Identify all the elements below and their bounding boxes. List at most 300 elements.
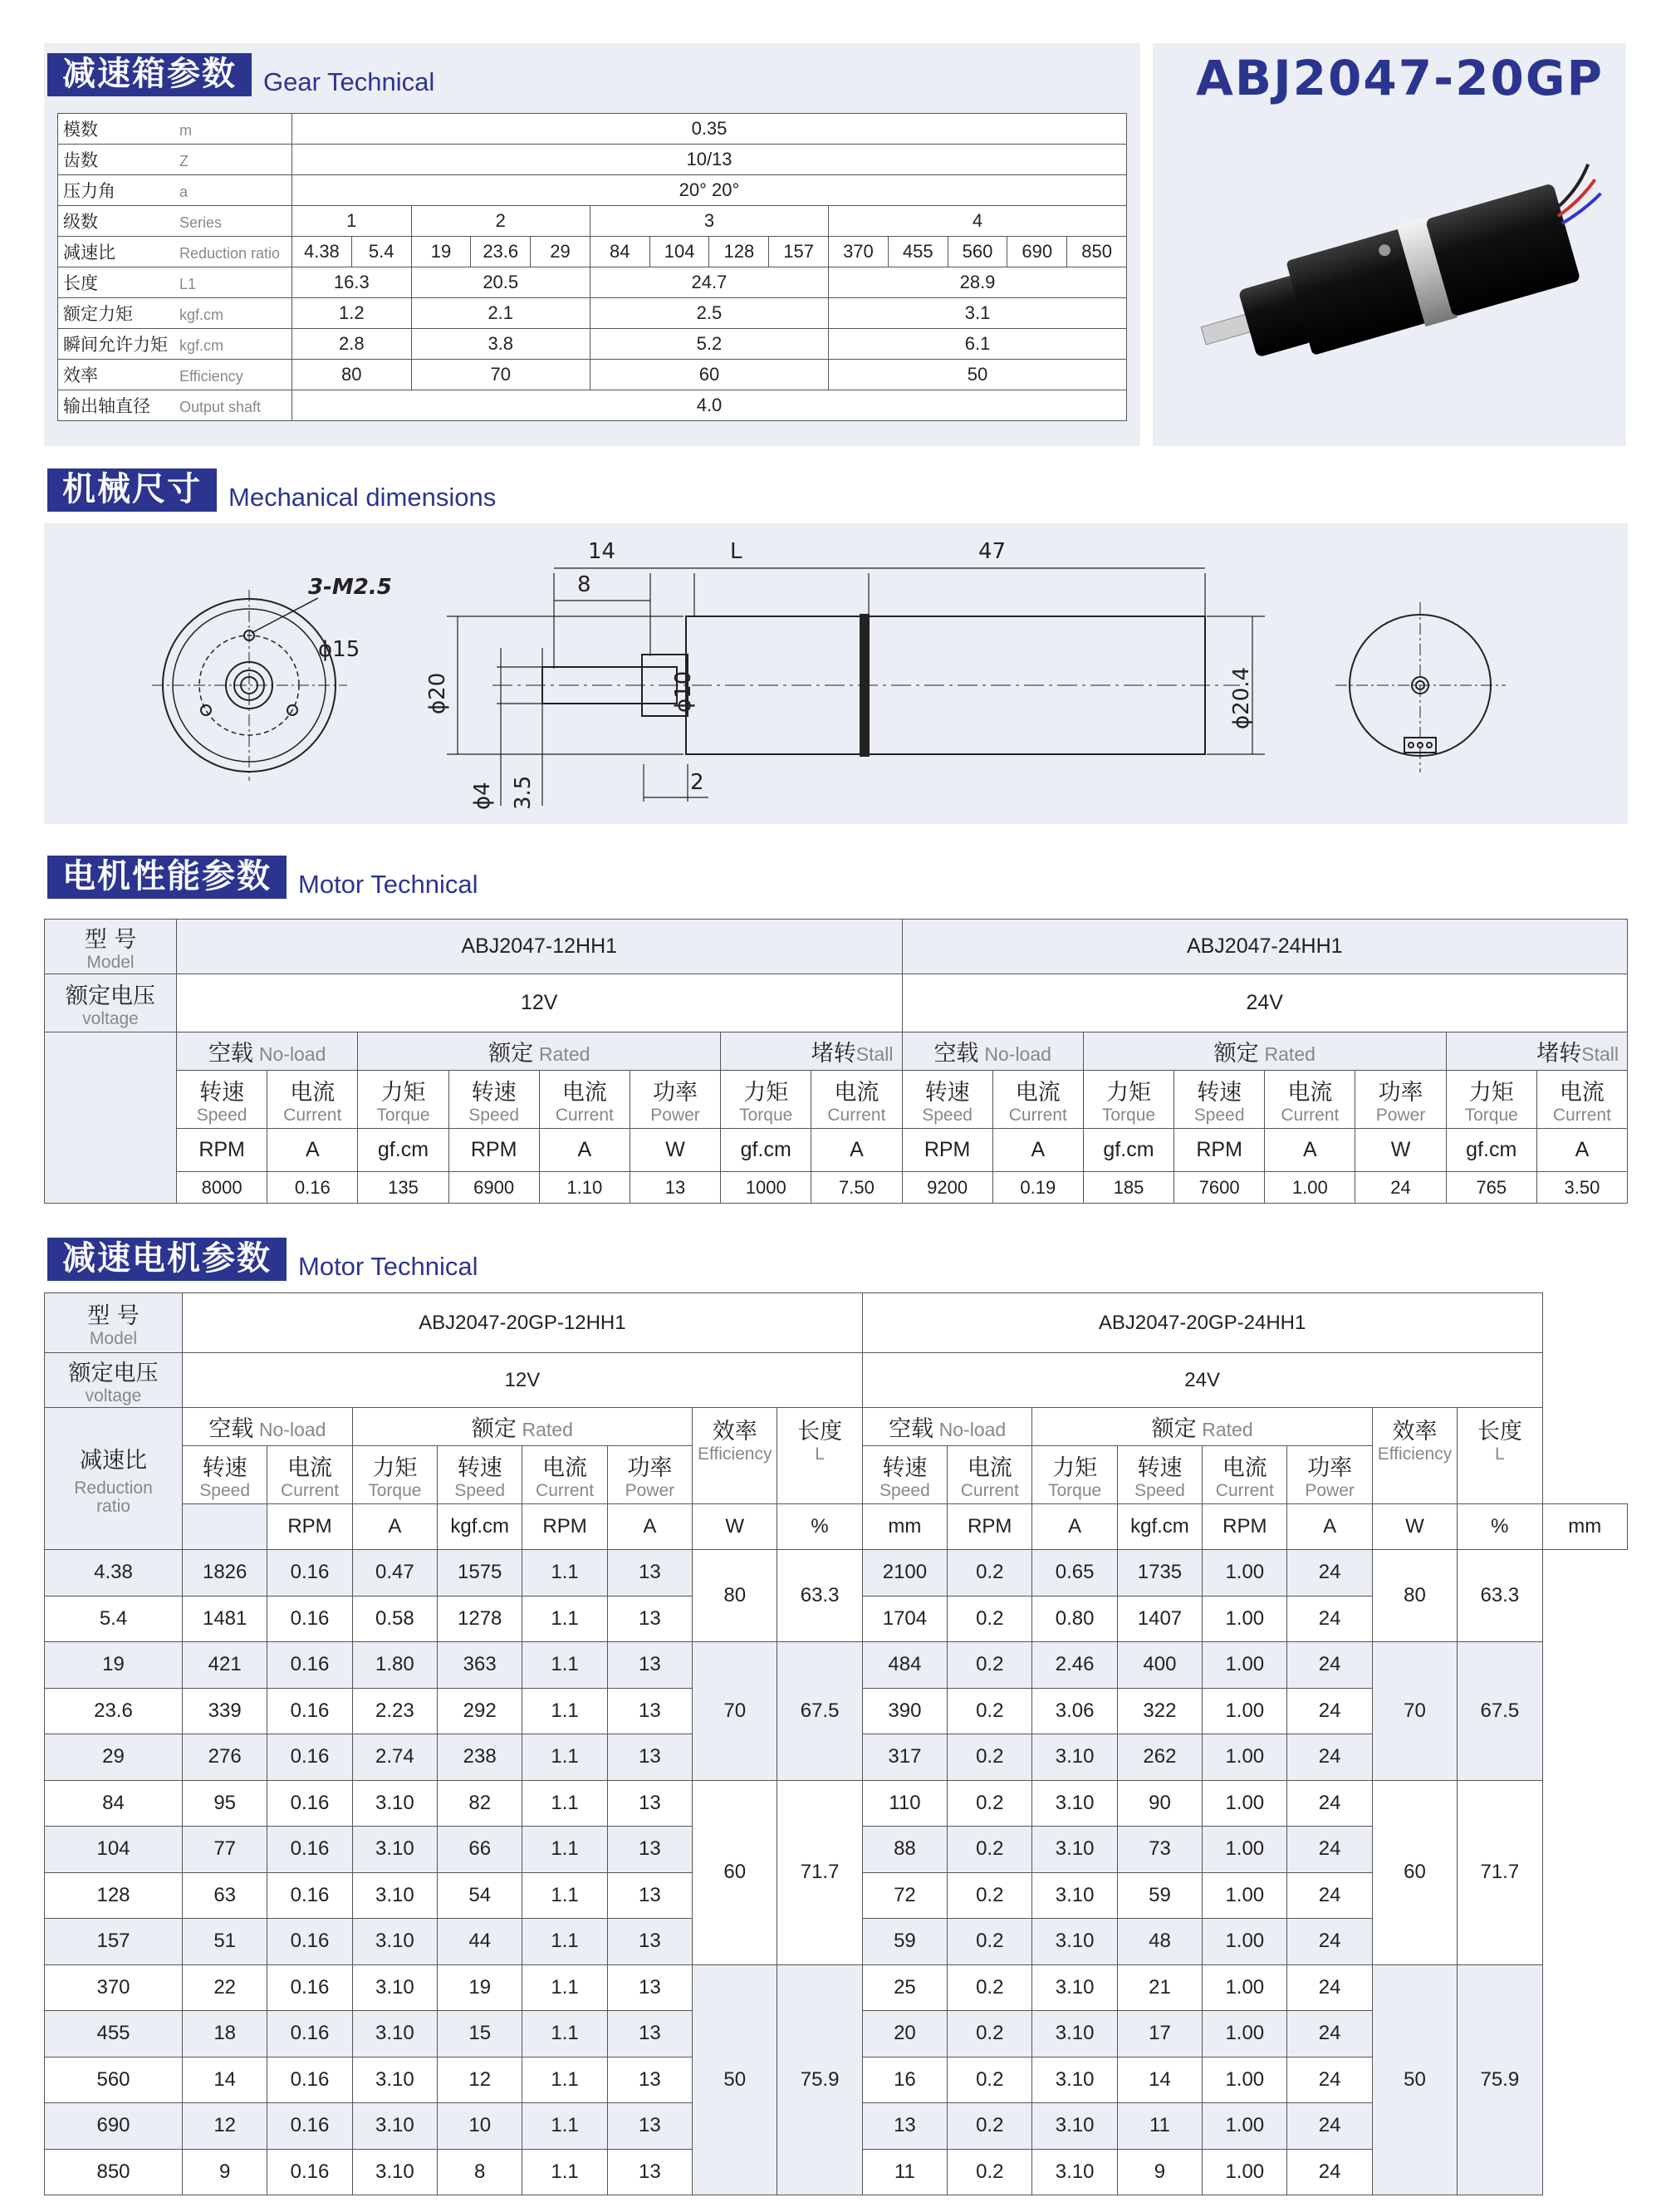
- table-row: [58, 114, 1127, 145]
- label: Stall: [1581, 1043, 1619, 1065]
- gear-value: 10/13: [292, 145, 1127, 175]
- label: 功率: [1307, 1455, 1353, 1481]
- gm-value: 8: [438, 2149, 522, 2195]
- unit-label: A: [539, 1129, 630, 1172]
- label: Speed: [879, 1481, 930, 1500]
- gm-value: 24: [1287, 1964, 1372, 2011]
- gm-value: 3.10: [352, 1964, 437, 2011]
- label: No-load: [258, 1419, 326, 1440]
- gear-label-en: Output shaft: [179, 399, 262, 415]
- gear-value: 6.1: [829, 329, 1127, 360]
- gear-label-en: kgf.cm: [179, 307, 224, 323]
- gear-label-cn: 输出轴直径: [63, 397, 150, 416]
- gm-value: 22: [183, 1964, 267, 2011]
- gm-ratio: 29: [45, 1734, 183, 1781]
- table-cell: [721, 1071, 811, 1129]
- gear-ratio-value: 850: [1067, 237, 1127, 267]
- label: 额定: [471, 1416, 517, 1442]
- gm-value: 0.16: [267, 1596, 352, 1642]
- gear-label-en: Efficiency: [179, 368, 243, 385]
- label: 电流: [542, 1455, 588, 1481]
- motor-voltage-value: 12V: [177, 974, 903, 1032]
- gm-value: 1.1: [522, 1642, 607, 1689]
- label: L: [815, 1444, 825, 1464]
- label: No-load: [984, 1043, 1051, 1065]
- gm-value: 1735: [1117, 1550, 1202, 1596]
- label: Efficiency: [1377, 1444, 1453, 1464]
- gm-value: 276: [183, 1734, 267, 1781]
- label: 功率: [1378, 1080, 1423, 1106]
- gm-ratio: 157: [45, 1919, 183, 1965]
- label: 效率: [712, 1419, 757, 1444]
- table-row: [58, 237, 1127, 267]
- unit-label: kgf.cm: [1117, 1504, 1202, 1550]
- label: 空载: [208, 1041, 253, 1067]
- motor-value: 7600: [1174, 1172, 1265, 1204]
- unit-label: gf.cm: [358, 1129, 448, 1172]
- unit-label: A: [811, 1129, 902, 1172]
- gm-ratio: 84: [45, 1780, 183, 1827]
- gm-value: 3.10: [1032, 1827, 1117, 1873]
- label: Rated: [1202, 1419, 1253, 1440]
- label: 型 号: [87, 1303, 140, 1329]
- gm-efficiency: 80: [693, 1550, 777, 1642]
- gm-value: 0.2: [948, 2057, 1032, 2103]
- unit-label: A: [1265, 1129, 1355, 1172]
- motor-value: 6900: [448, 1172, 539, 1204]
- gm-data-row: [45, 1964, 1628, 2011]
- label: Power: [625, 1481, 675, 1500]
- gearmotor-table: [44, 1292, 1628, 2195]
- gear-label-en: Reduction ratio: [179, 245, 281, 262]
- table-cell: [1265, 1071, 1355, 1129]
- gear-ratio-value: 128: [709, 237, 769, 267]
- gear-value: 24.7: [590, 267, 828, 298]
- label: 额定: [488, 1041, 534, 1067]
- gm-value: 63: [183, 1872, 267, 1919]
- gm-value: 90: [1117, 1780, 1202, 1827]
- gm-value: 77: [183, 1827, 267, 1873]
- gear-label-cn: 额定力矩: [63, 305, 133, 324]
- gm-length: 67.5: [777, 1642, 862, 1781]
- table-cell: [1083, 1071, 1173, 1129]
- gear-value: 4.0: [292, 390, 1127, 421]
- motor-value: 1.10: [539, 1172, 630, 1204]
- gm-value: 3.10: [1032, 1964, 1117, 2011]
- gm-ratio: 19: [45, 1642, 183, 1689]
- unit-label: gf.cm: [1083, 1129, 1173, 1172]
- gear-label-en: Series: [179, 214, 223, 231]
- gm-value: 1575: [438, 1550, 522, 1596]
- gear-value: 3.1: [829, 298, 1127, 329]
- gm-value: 11: [862, 2149, 947, 2195]
- table-cell: [607, 1446, 692, 1504]
- gear-label-en: Z: [179, 153, 189, 169]
- label: 长度: [797, 1419, 843, 1444]
- gm-ratio: 23.6: [45, 1688, 183, 1734]
- gm-value: 3.10: [352, 2011, 437, 2058]
- gm-value: 1.1: [522, 2011, 607, 2058]
- gear-value: 80: [292, 360, 412, 390]
- gear-row-label: [58, 114, 292, 145]
- gm-value: 1278: [438, 1596, 522, 1642]
- label-phi15: ϕ15: [318, 637, 360, 662]
- gm-value: 390: [862, 1688, 947, 1734]
- gear-ratio-value: 455: [888, 237, 948, 267]
- gm-value: 9: [1117, 2149, 1202, 2195]
- label: 电流: [967, 1455, 1012, 1481]
- label: Rated: [522, 1419, 573, 1440]
- table-cell: [267, 1446, 352, 1504]
- gm-value: 3.10: [1032, 1872, 1117, 1919]
- gear-value: 1.2: [292, 298, 412, 329]
- label: Speed: [196, 1106, 247, 1125]
- label-phi10: ϕ10: [671, 670, 696, 713]
- gm-ratio: 128: [45, 1872, 183, 1919]
- gear-value: 50: [829, 360, 1127, 390]
- table-cell: [777, 1408, 862, 1504]
- motor-param-row: [45, 1071, 1628, 1129]
- table-cell: [1446, 1071, 1536, 1129]
- gm-value: 3.10: [1032, 2011, 1117, 2058]
- gm-value: 11: [1117, 2103, 1202, 2150]
- motor-unit-row: [45, 1129, 1628, 1172]
- label: Speed: [922, 1106, 973, 1125]
- motor-value: 0.19: [992, 1172, 1083, 1204]
- gm-value: 1.00: [1203, 1596, 1287, 1642]
- gm-value: 82: [438, 1780, 522, 1827]
- label: 电流: [561, 1080, 607, 1106]
- gear-label-cn: 级数: [63, 213, 98, 232]
- label: Speed: [1193, 1106, 1245, 1125]
- unit-label: A: [267, 1129, 358, 1172]
- gear-row-label: [58, 175, 292, 206]
- gm-value: 0.16: [267, 2011, 352, 2058]
- unit-label: mm: [1542, 1504, 1628, 1550]
- gear-value: 3.8: [411, 329, 590, 360]
- gm-value: 0.16: [267, 1919, 352, 1965]
- label: 转速: [924, 1080, 970, 1106]
- gm-value: 1407: [1117, 1596, 1202, 1642]
- gm-value: 95: [183, 1780, 267, 1827]
- label: Efficiency: [697, 1444, 772, 1464]
- gm-value: 1.00: [1203, 1688, 1287, 1734]
- gear-label-cn: 齿数: [63, 151, 98, 170]
- table-cell: [539, 1071, 630, 1129]
- gm-value: 3.10: [1032, 1780, 1117, 1827]
- label: 电流: [1559, 1080, 1605, 1106]
- gm-value: 1.00: [1203, 2057, 1287, 2103]
- gear-row-label: [58, 206, 292, 237]
- gm-value: 0.16: [267, 1780, 352, 1827]
- unit-label: A: [1032, 1504, 1117, 1550]
- label: Torque: [739, 1106, 793, 1125]
- gm-value: 13: [607, 2011, 692, 2058]
- table-cell: [1117, 1446, 1202, 1504]
- motor-value: 1.00: [1265, 1172, 1355, 1204]
- label: Stall: [855, 1043, 894, 1065]
- label-screw: 3-M2.5: [308, 575, 392, 600]
- gm-value: 0.65: [1032, 1550, 1117, 1596]
- table-row: [58, 390, 1127, 421]
- gm-value: 24: [1287, 1642, 1372, 1689]
- label-2: 2: [690, 770, 704, 795]
- gm-value: 24: [1287, 1596, 1372, 1642]
- label: Model: [86, 953, 135, 972]
- gm-value: 1.00: [1203, 2011, 1287, 2058]
- gear-row-label: [58, 237, 292, 267]
- table-cell: [630, 1071, 720, 1129]
- gm-value: 54: [438, 1872, 522, 1919]
- gm-value: 13: [607, 1734, 692, 1781]
- label: 转速: [199, 1080, 245, 1106]
- gm-value: 421: [183, 1642, 267, 1689]
- table-cell: [948, 1446, 1032, 1504]
- motor-model-name: ABJ2047-24HH1: [902, 920, 1628, 974]
- label: Torque: [1048, 1481, 1102, 1500]
- gear-value: 20° 20°: [292, 175, 1127, 206]
- gm-model-name: ABJ2047-20GP-24HH1: [862, 1293, 1542, 1353]
- gm-ratio: 455: [45, 2011, 183, 2058]
- gm-value: 13: [607, 1872, 692, 1919]
- gm-value: 0.2: [948, 1919, 1032, 1965]
- gm-data-row: [45, 1642, 1628, 1689]
- table-cell: [1174, 1071, 1265, 1129]
- gm-value: 13: [607, 1827, 692, 1873]
- gm-value: 48: [1117, 1919, 1202, 1965]
- gm-value: 73: [1117, 1827, 1202, 1873]
- gm-value: 0.16: [267, 1964, 352, 2011]
- label: No-load: [938, 1419, 1007, 1440]
- gm-voltage-value: 12V: [183, 1353, 863, 1408]
- label-3-5: 3.5: [511, 775, 536, 810]
- gm-voltage-row: [45, 1353, 1628, 1408]
- gear-row-label: [58, 267, 292, 298]
- gm-value: 0.2: [948, 1827, 1032, 1873]
- gm-value: 110: [862, 1780, 947, 1827]
- label: 空载: [888, 1416, 933, 1442]
- table-cell: [45, 1353, 183, 1408]
- gm-length: 71.7: [777, 1780, 862, 1964]
- table-row: [58, 360, 1127, 390]
- unit-label: RPM: [1174, 1129, 1265, 1172]
- table-cell: [902, 1032, 1083, 1071]
- gm-value: 59: [862, 1919, 947, 1965]
- table-cell: [45, 1032, 177, 1204]
- gm-value: 0.16: [267, 1734, 352, 1781]
- table-cell: [183, 1408, 353, 1446]
- gm-value: 3.10: [352, 1827, 437, 1873]
- gm-voltage-value: 24V: [862, 1353, 1542, 1408]
- gm-value: 66: [438, 1827, 522, 1873]
- gm-value: 0.16: [267, 1688, 352, 1734]
- motor-value: 765: [1446, 1172, 1536, 1204]
- gear-value: 2.8: [292, 329, 412, 360]
- gm-value: 13: [607, 1688, 692, 1734]
- label: Current: [1552, 1106, 1611, 1125]
- gear-value: 70: [411, 360, 590, 390]
- gear-value: 20.5: [411, 267, 590, 298]
- gear-ratio-value: 370: [829, 237, 889, 267]
- gear-value: 4: [829, 206, 1127, 237]
- label: 力矩: [1105, 1080, 1151, 1106]
- gear-value: 60: [590, 360, 828, 390]
- gm-value: 1.1: [522, 1780, 607, 1827]
- label: voltage: [85, 1386, 142, 1405]
- label-phi20-4: ϕ20.4: [1229, 666, 1254, 729]
- table-row: [58, 298, 1127, 329]
- gearmotor-title-en: Motor Technical: [298, 1252, 478, 1281]
- gearmotor-title-cn: 减速电机参数: [47, 1238, 287, 1281]
- gear-ratio-value: 560: [948, 237, 1007, 267]
- table-cell: [902, 1071, 992, 1129]
- table-cell: [1536, 1071, 1627, 1129]
- gm-value: 0.2: [948, 1734, 1032, 1781]
- gm-value: 1.1: [522, 2149, 607, 2195]
- gm-value: 18: [183, 2011, 267, 2058]
- table-cell: [177, 1071, 267, 1129]
- table-row: [58, 175, 1127, 206]
- motor-title-en: Motor Technical: [298, 870, 478, 899]
- gm-value: 400: [1117, 1642, 1202, 1689]
- table-cell: [1372, 1408, 1457, 1504]
- table-cell: [358, 1032, 721, 1071]
- gm-efficiency: 70: [693, 1642, 777, 1781]
- table-row: [58, 145, 1127, 175]
- gm-efficiency: 50: [1372, 1964, 1457, 2195]
- gm-value: 1.1: [522, 1872, 607, 1919]
- label: Speed: [199, 1481, 251, 1500]
- label: 转速: [457, 1455, 502, 1481]
- table-cell: [1032, 1446, 1117, 1504]
- gm-value: 20: [862, 2011, 947, 2058]
- label: Speed: [454, 1481, 506, 1500]
- gear-label-en: m: [179, 122, 192, 139]
- unit-label: RPM: [1203, 1504, 1287, 1550]
- gear-ratio-value: 29: [531, 237, 590, 267]
- gm-value: 1481: [183, 1596, 267, 1642]
- gm-value: 13: [862, 2103, 947, 2150]
- motor-group-row: [45, 1032, 1628, 1071]
- label: 额定: [1151, 1416, 1197, 1442]
- gear-label-cn: 减速比: [63, 243, 115, 262]
- motor-value: 13: [630, 1172, 720, 1204]
- gm-value: 3.10: [1032, 2149, 1117, 2195]
- gm-value: 2.23: [352, 1688, 437, 1734]
- motor-value: 8000: [177, 1172, 267, 1204]
- unit-label: W: [1355, 1129, 1446, 1172]
- unit-label: A: [352, 1504, 437, 1550]
- gm-value: 1.00: [1203, 1872, 1287, 1919]
- gm-value: 317: [862, 1734, 947, 1781]
- table-row: [58, 206, 1127, 237]
- label: 长度: [1477, 1419, 1522, 1444]
- label: 额定电压: [68, 1361, 159, 1386]
- gm-value: 24: [1287, 1780, 1372, 1827]
- gm-value: 0.2: [948, 1688, 1032, 1734]
- label-phi20: ϕ20: [425, 672, 450, 714]
- label: 转速: [1137, 1455, 1183, 1481]
- gm-value: 13: [607, 2149, 692, 2195]
- gm-value: 51: [183, 1919, 267, 1965]
- gm-length: 63.3: [777, 1550, 862, 1642]
- table-cell: [45, 974, 177, 1032]
- unit-label: A: [607, 1504, 692, 1550]
- table-row: [58, 267, 1127, 298]
- label: 功率: [627, 1455, 673, 1481]
- unit-label: RPM: [177, 1129, 267, 1172]
- table-cell: [45, 1408, 183, 1550]
- motor-section-title: [47, 856, 478, 899]
- gm-value: 0.2: [948, 1550, 1032, 1596]
- gm-ratio: 370: [45, 1964, 183, 2011]
- unit-label: A: [992, 1129, 1083, 1172]
- gm-value: 0.47: [352, 1550, 437, 1596]
- table-cell: [992, 1071, 1083, 1129]
- gm-value: 0.2: [948, 1872, 1032, 1919]
- gear-label-cn: 瞬间允许力矩: [63, 336, 168, 355]
- product-photo: [1163, 158, 1611, 407]
- unit-label: %: [777, 1504, 862, 1550]
- gm-efficiency: 60: [693, 1780, 777, 1964]
- gear-value: 1: [292, 206, 412, 237]
- unit-label: RPM: [948, 1504, 1032, 1550]
- gm-value: 1704: [862, 1596, 947, 1642]
- label: Current: [827, 1106, 886, 1125]
- gm-length: 63.3: [1458, 1550, 1542, 1642]
- table-cell: [1458, 1408, 1542, 1504]
- gm-value: 1.00: [1203, 1827, 1287, 1873]
- gm-value: 16: [862, 2057, 947, 2103]
- mech-section-title: [47, 468, 496, 512]
- gm-value: 1826: [183, 1550, 267, 1596]
- table-cell: [45, 920, 177, 974]
- gm-value: 1.1: [522, 1734, 607, 1781]
- gm-value: 262: [1117, 1734, 1202, 1781]
- gm-value: 3.06: [1032, 1688, 1117, 1734]
- gm-value: 15: [438, 2011, 522, 2058]
- mech-title-en: Mechanical dimensions: [228, 483, 497, 512]
- label: 堵转: [1536, 1041, 1582, 1067]
- gear-value: 2: [411, 206, 590, 237]
- label: Speed: [1134, 1481, 1185, 1500]
- label: Power: [1305, 1481, 1355, 1500]
- gear-label-en: kgf.cm: [179, 337, 224, 354]
- table-cell: [45, 1293, 183, 1353]
- gm-value: 13: [607, 1550, 692, 1596]
- table-cell: [183, 1446, 267, 1504]
- motor-value: 3.50: [1536, 1172, 1627, 1204]
- gm-value: 0.2: [948, 2149, 1032, 2195]
- label: Model: [89, 1329, 138, 1348]
- label: Current: [536, 1481, 595, 1500]
- label: 空载: [933, 1041, 979, 1067]
- gear-value: 28.9: [829, 267, 1127, 298]
- gm-value: 24: [1287, 1550, 1372, 1596]
- label: 效率: [1392, 1419, 1438, 1444]
- gm-value: 3.10: [352, 2149, 437, 2195]
- table-cell: [352, 1408, 692, 1446]
- gm-value: 3.10: [352, 1872, 437, 1919]
- label: 额定电压: [66, 983, 155, 1009]
- gm-value: 14: [1117, 2057, 1202, 2103]
- gm-value: 2.46: [1032, 1642, 1117, 1689]
- label: Power: [1375, 1106, 1426, 1125]
- label: No-load: [258, 1043, 326, 1065]
- table-cell: [862, 1408, 1032, 1446]
- gm-value: 1.00: [1203, 1734, 1287, 1781]
- unit-label: A: [1287, 1504, 1372, 1550]
